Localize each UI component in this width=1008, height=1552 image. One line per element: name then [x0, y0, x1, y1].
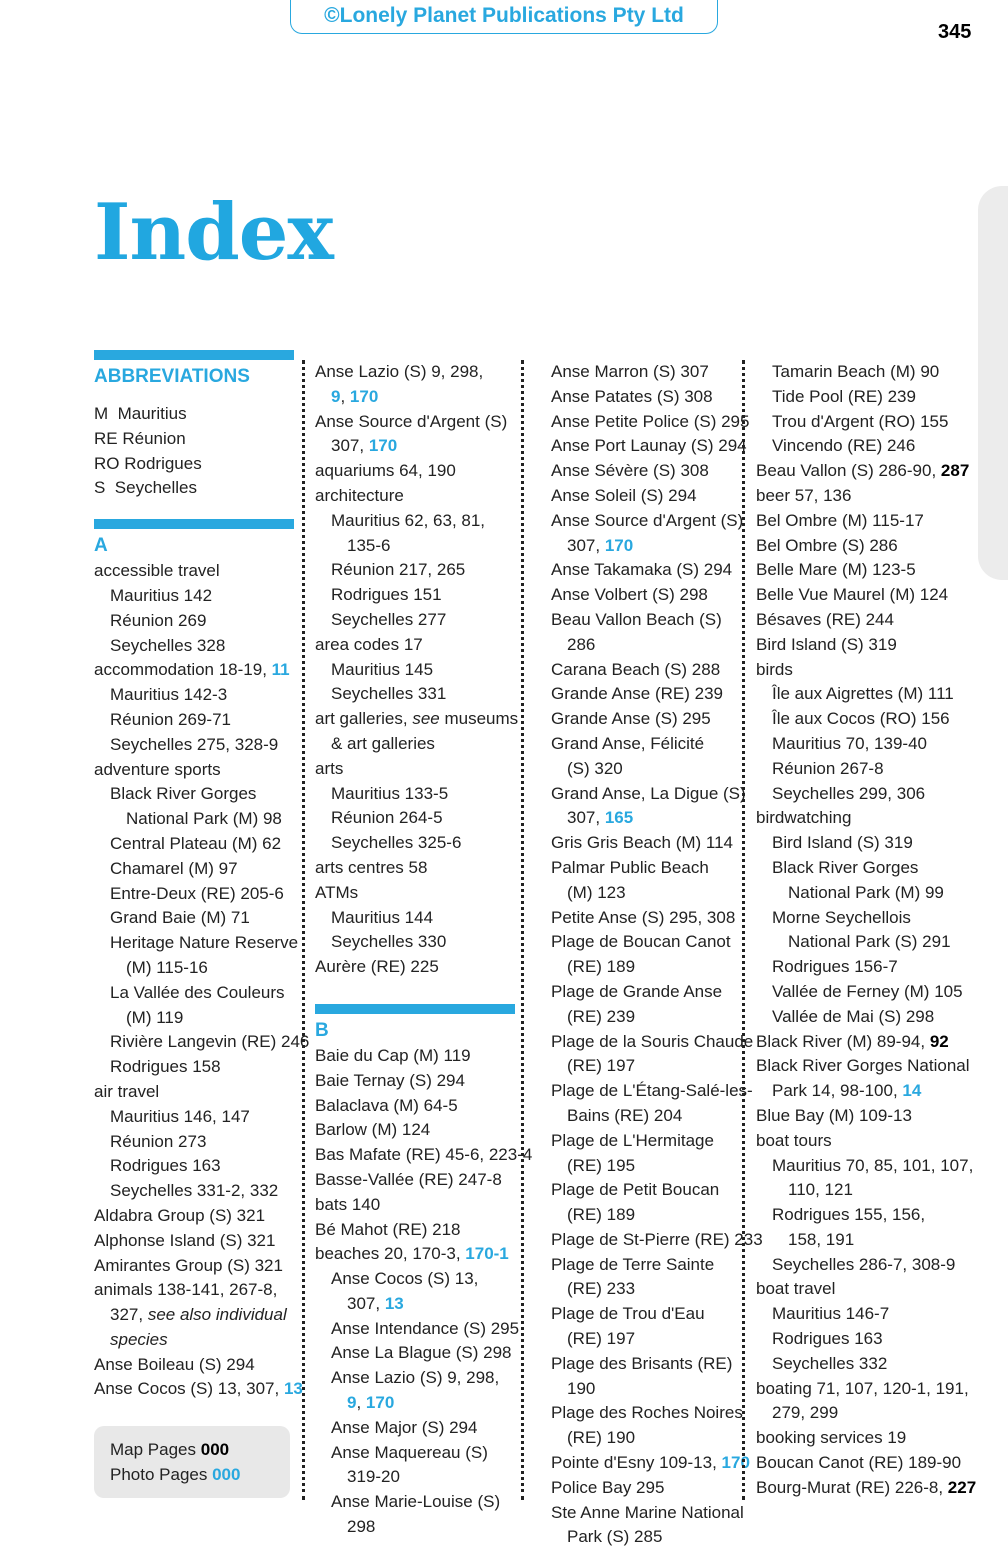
section-letter: A	[94, 535, 108, 557]
index-entry: Plage de Boucan Canot	[551, 932, 731, 952]
map-page-ref: 227	[947, 1477, 977, 1497]
index-entry: (RE) 239	[567, 1006, 636, 1026]
index-entry: National Park (M) 99	[788, 882, 944, 902]
entry-text: Park 14, 98-100,	[772, 1081, 903, 1101]
index-entry	[551, 534, 741, 559]
index-entry: Mauritius 62, 63, 81,	[331, 510, 486, 530]
photo-page-ref: 13	[283, 1379, 303, 1399]
abbreviation-item: S Seychelles	[94, 478, 197, 498]
thumb-index-tab	[978, 186, 1008, 580]
index-entry: Anse Takamaka (S) 294	[551, 560, 733, 580]
index-entry: Police Bay 295	[551, 1477, 665, 1497]
entry-text: see also individual	[147, 1305, 287, 1325]
photo-page-ref: 170-1	[465, 1244, 509, 1264]
entry-text: Pointe d'Esny 109-13,	[551, 1453, 722, 1473]
page-title: Index	[94, 187, 333, 278]
index-entry: Plage des Brisants (RE)	[551, 1353, 733, 1373]
entry-text: ,	[356, 1393, 366, 1413]
publisher-banner	[290, 0, 718, 34]
index-entry: (RE) 233	[567, 1279, 636, 1299]
index-entry: Baie Ternay (S) 294	[315, 1070, 465, 1090]
index-entry: Réunion 264-5	[331, 808, 443, 828]
index-entry	[551, 806, 741, 831]
index-column-2	[315, 360, 533, 1540]
index-entry: Plage de St-Pierre (RE) 233	[551, 1229, 763, 1249]
index-entry: Mauritius 142-3	[110, 685, 228, 705]
index-entry: accessible travel	[94, 561, 220, 581]
index-entry: Anse Intendance (S) 295	[331, 1318, 520, 1338]
index-entry: (S) 320	[567, 758, 623, 778]
index-entry: Mauritius 146-7	[772, 1304, 890, 1324]
page-legend	[94, 1426, 290, 1498]
index-entry: Belle Vue Maurel (M) 124	[756, 585, 949, 605]
entry-text: see	[412, 709, 440, 729]
index-entry: Alphonse Island (S) 321	[94, 1230, 276, 1250]
index-entry: Anse Patates (S) 308	[551, 386, 713, 406]
index-entry	[315, 434, 515, 459]
index-entry: Grande Anse (RE) 239	[551, 684, 723, 704]
index-entry: Plage de Terre Sainte	[551, 1254, 715, 1274]
index-entry: booking services 19	[756, 1428, 907, 1448]
column-divider	[742, 360, 745, 1500]
index-entry: Grande Anse (S) 295	[551, 709, 711, 729]
photo-page-ref: 165	[604, 808, 634, 828]
index-entry: Anse Petite Police (S) 295	[551, 411, 750, 431]
index-entry: Plage de L'Hermitage	[551, 1130, 714, 1150]
index-entry: Mauritius 70, 85, 101, 107,	[772, 1155, 974, 1175]
index-entry: Bé Mahot (RE) 218	[315, 1219, 461, 1239]
index-entry: Anse Volbert (S) 298	[551, 585, 708, 605]
entry-text: Black River (M) 89-94,	[756, 1031, 930, 1051]
index-entry: Rodrigues 155, 156,	[772, 1205, 926, 1225]
photo-pages-label: Photo Pages	[110, 1464, 213, 1484]
index-entry	[315, 707, 519, 732]
index-entry: birds	[756, 659, 793, 679]
entry-text: museums	[439, 709, 519, 729]
index-entry: Black River Gorges	[110, 784, 257, 804]
section-bar	[94, 350, 294, 360]
index-entry: 110, 121	[788, 1180, 853, 1200]
index-entry: 279, 299	[772, 1403, 839, 1423]
index-entry: Aurère (RE) 225	[315, 957, 439, 977]
index-entry: Black River Gorges	[772, 857, 919, 877]
index-entry: & art galleries	[331, 733, 435, 753]
abbreviation-item: RO Rodrigues	[94, 453, 202, 473]
index-entry: Bas Mafate (RE) 45-6, 223-4	[315, 1145, 533, 1165]
index-entry: Boucan Canot (RE) 189-90	[756, 1453, 962, 1473]
index-entry: aquariums 64, 190	[315, 461, 456, 481]
index-entry	[756, 459, 971, 484]
index-entry: Réunion 217, 265	[331, 560, 466, 580]
index-entry: arts	[315, 758, 344, 778]
index-entry	[551, 1451, 750, 1476]
index-entry: (RE) 195	[567, 1155, 636, 1175]
index-entry: Anse Maquereau (S)	[331, 1442, 488, 1462]
entry-text: species	[110, 1329, 168, 1349]
index-entry: Anse La Blague (S) 298	[331, 1343, 512, 1363]
index-entry: Réunion 273	[110, 1131, 207, 1151]
index-entry: Rodrigues 163	[772, 1329, 883, 1349]
index-entry: Grand Anse, Félicité	[551, 733, 705, 753]
index-entry: birdwatching	[756, 808, 852, 828]
map-pages-value: 000	[200, 1440, 230, 1459]
index-entry: (M) 115-16	[126, 957, 208, 977]
index-entry: Rodrigues 156-7	[772, 957, 898, 977]
index-entry: Réunion 269-71	[110, 709, 231, 729]
index-entry	[94, 658, 294, 683]
photo-page-ref: 170	[604, 535, 634, 555]
index-entry: 298	[347, 1517, 376, 1537]
index-entry: Tamarin Beach (M) 90	[772, 362, 940, 381]
entry-text: Bourg-Murat (RE) 226-8,	[756, 1477, 948, 1497]
entry-text: 307,	[347, 1293, 385, 1313]
photo-page-ref: 13	[384, 1293, 404, 1313]
photo-page-ref: 170	[368, 436, 398, 456]
entry-text: Anse Cocos (S) 13, 307,	[94, 1379, 284, 1399]
index-entry: Blue Bay (M) 109-13	[756, 1105, 912, 1125]
photo-page-ref: 9	[347, 1393, 357, 1413]
index-entry: Aldabra Group (S) 321	[94, 1205, 266, 1225]
index-entry: Baie du Cap (M) 119	[315, 1045, 471, 1065]
index-entry: 319-20	[347, 1467, 400, 1487]
index-entry: Bel Ombre (M) 115-17	[756, 510, 924, 530]
index-entry: area codes 17	[315, 634, 423, 654]
index-entries	[315, 360, 533, 1540]
index-entry: Bésaves (RE) 244	[756, 609, 894, 629]
index-entry: National Park (M) 98	[126, 809, 282, 829]
index-entry: Anse Marron (S) 307	[551, 362, 709, 381]
index-entry: 135-6	[347, 535, 391, 555]
index-entry	[94, 1377, 303, 1402]
index-entry: Réunion 267-8	[772, 758, 884, 778]
entry-text: 327,	[110, 1305, 148, 1325]
photo-pages-legend	[110, 1463, 290, 1488]
index-entry: bats 140	[315, 1194, 381, 1214]
index-entry: Ste Anne Marine National	[551, 1502, 744, 1522]
index-entry: Park (S) 285	[567, 1527, 663, 1547]
index-entry: Mauritius 144	[331, 907, 434, 927]
index-entry: Central Plateau (M) 62	[110, 833, 282, 853]
photo-page-ref: 170	[349, 386, 379, 406]
entry-text: ,	[340, 386, 350, 406]
index-entry: Seychelles 331	[331, 684, 447, 704]
index-entry: Balaclava (M) 64-5	[315, 1095, 458, 1115]
index-entry: ATMs	[315, 882, 359, 902]
index-entry: Morne Seychellois	[772, 907, 911, 927]
index-entry: Anse Source d'Argent (S)	[551, 510, 744, 530]
index-entry: architecture	[315, 485, 404, 505]
index-entry: Amirantes Group (S) 321	[94, 1255, 283, 1275]
index-entry: (RE) 197	[567, 1056, 636, 1076]
index-entry: Seychelles 277	[331, 609, 447, 629]
index-entry: Seychelles 325-6	[331, 833, 462, 853]
index-entry: Plage de la Souris Chaude	[551, 1031, 754, 1051]
index-column-3	[551, 360, 763, 1550]
index-entry: Plage des Roches Noires	[551, 1403, 743, 1423]
index-entry: Réunion 269	[110, 610, 207, 630]
index-entry: beer 57, 136	[756, 485, 852, 505]
index-entry	[94, 1303, 294, 1328]
index-entry: Rivière Langevin (RE) 246	[110, 1032, 310, 1052]
photo-pages-value: 000	[212, 1464, 241, 1484]
map-page-ref: 287	[940, 461, 970, 481]
index-entry: 286	[567, 634, 596, 654]
index-entry: Heritage Nature Reserve	[110, 933, 299, 953]
index-entry: (RE) 190	[567, 1428, 636, 1448]
index-entry: Mauritius 133-5	[331, 783, 449, 803]
index-entry: (M) 123	[567, 882, 626, 902]
index-entry: Mauritius 70, 139-40	[772, 733, 927, 753]
index-entry: Entre-Deux (RE) 205-6	[110, 883, 284, 903]
photo-page-ref: 9	[331, 386, 341, 406]
index-column-1	[94, 360, 310, 1402]
photo-page-ref: 170	[365, 1393, 395, 1413]
index-entry: Seychelles 330	[331, 932, 447, 952]
index-entry: Seychelles 332	[772, 1353, 888, 1373]
index-entry: Plage de Trou d'Eau	[551, 1304, 705, 1324]
index-entry: Île aux Cocos (RO) 156	[772, 709, 950, 729]
entry-text: 307,	[567, 808, 605, 828]
index-entry: Seychelles 328	[110, 635, 226, 655]
column-divider	[521, 360, 524, 1500]
index-entry: Rodrigues 163	[110, 1156, 221, 1176]
index-entry: Trou d'Argent (RO) 155	[772, 411, 949, 431]
entry-text: accommodation 18-19,	[94, 660, 272, 680]
photo-page-ref: 14	[902, 1081, 922, 1101]
index-entry: Anse Port Launay (S) 294	[551, 436, 747, 456]
index-entry: Bains (RE) 204	[567, 1105, 683, 1125]
index-column-4	[756, 360, 977, 1501]
index-entry: boating 71, 107, 120-1, 191,	[756, 1378, 969, 1398]
index-entry	[315, 1292, 515, 1317]
index-entry: Anse Cocos (S) 13,	[331, 1269, 479, 1289]
index-entry: La Vallée des Couleurs	[110, 982, 285, 1002]
index-entry: Tide Pool (RE) 239	[772, 386, 916, 406]
map-pages-legend	[110, 1438, 290, 1463]
index-entry	[94, 1328, 294, 1353]
index-entry: Plage de Grande Anse	[551, 981, 723, 1001]
index-entry: 190	[567, 1378, 596, 1398]
index-entry	[315, 1242, 515, 1267]
entry-text: art galleries,	[315, 709, 413, 729]
index-entry: Vallée de Mai (S) 298	[772, 1006, 935, 1026]
index-entry: Black River Gorges National	[756, 1056, 970, 1076]
section-bar	[315, 1004, 515, 1014]
index-entry	[756, 1030, 971, 1055]
entry-text: Beau Vallon (S) 286-90,	[756, 461, 941, 481]
index-entry	[756, 1079, 971, 1104]
index-entry: Mauritius 145	[331, 659, 434, 679]
index-entry: Plage de Petit Boucan	[551, 1180, 720, 1200]
abbreviation-item: RE Réunion	[94, 428, 186, 448]
index-entry: 158, 191	[788, 1229, 855, 1249]
index-entry: (RE) 189	[567, 957, 636, 977]
index-entry: Grand Baie (M) 71	[110, 908, 250, 928]
index-entry: Rodrigues 151	[331, 585, 442, 605]
index-entry: Mauritius 146, 147	[110, 1106, 250, 1126]
index-entry: Anse Lazio (S) 9, 298,	[315, 362, 484, 381]
section-letter: B	[315, 1019, 329, 1041]
index-entry: Seychelles 299, 306	[772, 783, 926, 803]
index-entry: Carana Beach (S) 288	[551, 659, 721, 679]
index-entry	[315, 1391, 515, 1416]
index-entries	[94, 519, 310, 1402]
index-entry: Vincendo (RE) 246	[772, 436, 916, 456]
index-entry	[756, 1476, 977, 1501]
index-entry: Vallée de Ferney (M) 105	[772, 981, 963, 1001]
index-entry: Anse Marie-Louise (S)	[331, 1492, 501, 1512]
index-entry: Petite Anse (S) 295, 308	[551, 907, 736, 927]
index-entry: Seychelles 275, 328-9	[110, 734, 279, 754]
index-entry: Barlow (M) 124	[315, 1120, 431, 1140]
index-entry: (RE) 189	[567, 1205, 636, 1225]
index-entry: Grand Anse, La Digue (S)	[551, 783, 746, 803]
index-entry: adventure sports	[94, 759, 221, 779]
map-page-ref: 92	[929, 1031, 949, 1051]
index-entry: Mauritius 142	[110, 585, 213, 605]
index-entry: Anse Soleil (S) 294	[551, 485, 697, 505]
index-entry: Anse Major (S) 294	[331, 1417, 478, 1437]
entry-text: 307,	[331, 436, 369, 456]
index-entry: arts centres 58	[315, 857, 428, 877]
index-entry: Anse Sévère (S) 308	[551, 461, 709, 481]
index-entry: air travel	[94, 1081, 160, 1101]
section-bar	[94, 519, 294, 529]
abbreviation-item: M Mauritius	[94, 404, 187, 423]
index-entry: Basse-Vallée (RE) 247-8	[315, 1169, 502, 1189]
index-entry: Gris Gris Beach (M) 114	[551, 833, 734, 853]
index-entry: animals 138-141, 267-8,	[94, 1280, 278, 1300]
index-entry: boat travel	[756, 1279, 836, 1299]
index-entry: Palmar Public Beach	[551, 857, 709, 877]
photo-page-ref: 11	[271, 660, 290, 680]
index-entry: Anse Boileau (S) 294	[94, 1354, 255, 1374]
index-entry: Anse Source d'Argent (S)	[315, 411, 508, 431]
entry-text: 307,	[567, 535, 605, 555]
index-entry: Bel Ombre (S) 286	[756, 535, 898, 555]
photo-page-ref: 170	[721, 1453, 750, 1473]
index-entry: boat tours	[756, 1130, 832, 1150]
entry-text: beaches 20, 170-3,	[315, 1244, 466, 1264]
index-entry: Rodrigues 158	[110, 1057, 221, 1077]
index-entry: Plage de L'Étang-Salé-les-	[551, 1081, 753, 1101]
index-entry	[315, 385, 515, 410]
index-entry: Anse Lazio (S) 9, 298,	[331, 1368, 500, 1388]
index-entry: Seychelles 286-7, 308-9	[772, 1254, 956, 1274]
index-entry: (M) 119	[126, 1007, 184, 1027]
index-entry: Bird Island (S) 319	[756, 634, 897, 654]
index-entry: Bird Island (S) 319	[772, 833, 913, 853]
column-divider	[302, 360, 305, 1500]
index-entries	[551, 360, 763, 1550]
publisher-text: ©Lonely Planet Publications Pty Ltd	[324, 3, 684, 27]
map-pages-label: Map Pages	[110, 1440, 201, 1459]
abbreviations-heading: ABBREVIATIONS	[94, 366, 250, 387]
index-entry: Chamarel (M) 97	[110, 858, 238, 878]
index-entry: Beau Vallon Beach (S)	[551, 609, 722, 629]
index-entry: Belle Mare (M) 123-5	[756, 560, 916, 580]
index-entry: Île aux Aigrettes (M) 111	[772, 684, 954, 704]
index-entry: (RE) 197	[567, 1329, 636, 1349]
index-entry: Seychelles 331-2, 332	[110, 1181, 279, 1201]
index-entries	[756, 360, 977, 1501]
index-entry: National Park (S) 291	[788, 932, 951, 952]
page-number: 345	[938, 21, 972, 43]
